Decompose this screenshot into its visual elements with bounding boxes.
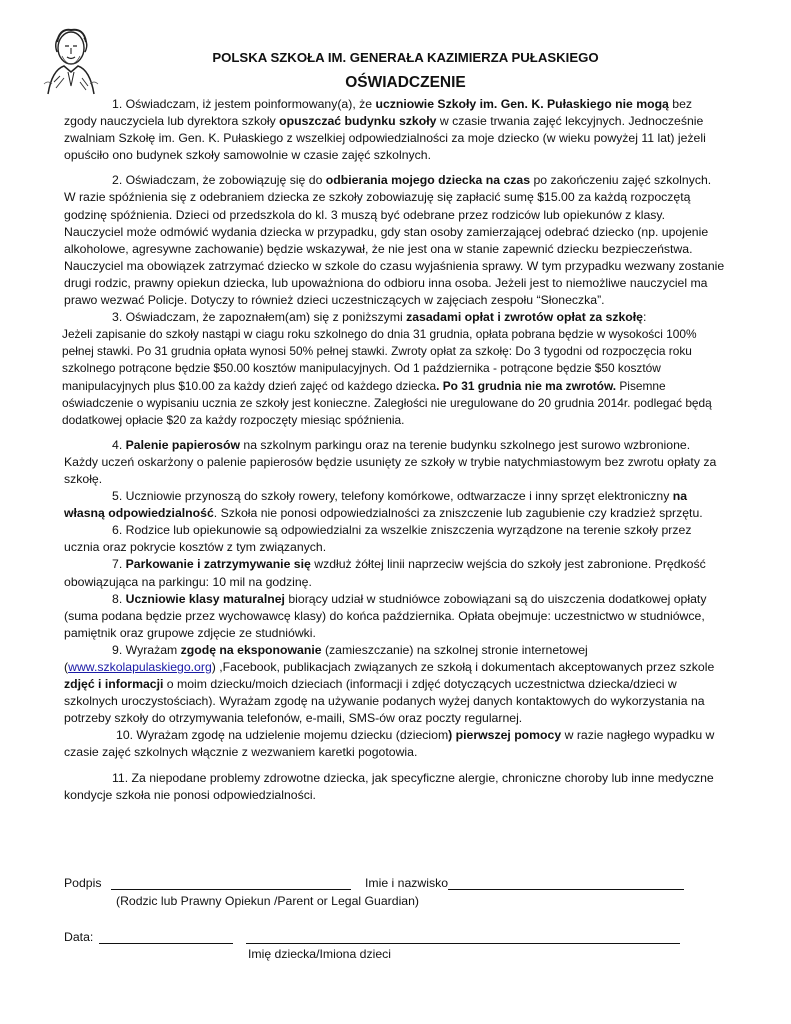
document-title: OŚWIADCZENIE <box>345 74 466 91</box>
clause-7 <box>64 556 726 590</box>
clause-10-emphasis: ) pierwszej pomocy <box>448 728 562 743</box>
clause-5-text: . Szkoła nie ponosi odpowiedzialności za zniszczenie lub zagubienie czy kradzież sprzętu. <box>213 506 703 521</box>
clause-7-text: 7. <box>112 557 126 572</box>
school-name: POLSKA SZKOŁA IM. GENERAŁA KAZIMIERZA PUŁASKIEGO <box>212 50 599 65</box>
signature-line[interactable] <box>111 876 351 890</box>
clause-6-text: 6. Rodzice lub opiekunowie są odpowiedzialni za wszelkie zniszczenia wyrządzone na terenie szkoły przez ucznia oraz pokrycie kosztów z tym związanych. <box>64 523 692 555</box>
clause-10 <box>64 727 726 761</box>
date-row <box>64 930 233 944</box>
clause-3 <box>64 309 726 429</box>
clause-11-text: 11. Za niepodane problemy zdrowotne dziecka, jak specyficzne alergie, chroniczne choroby lub inne medyczne kondycje szkoła nie ponosi odpowiedzialności. <box>64 770 714 802</box>
clause-8 <box>64 591 726 642</box>
clause-10-text: 10. Wyrażam zgodę na udzielenie mojemu dziecku (dzieciom <box>116 728 449 743</box>
clause-9-text: o moim dziecku/moich dzieciach (informacji i zdjęć dotyczących uczestnictwa dziecka/dzieci w szkolnych uroczystościach). Wyrażam zgodę na używanie podanych wyżej danych kontaktowych do wykorzystania na potrzeby szkoły do otrzymywania telefonów, e-maili, SMS-ów oraz poczty regularnej. <box>64 677 705 726</box>
clause-7-emphasis: Parkowanie i zatrzymywanie się <box>125 557 311 572</box>
clause-8-text: biorący udział w studniówce zobowiązani są do uiszczenia dodatkowej opłaty (suma podana będzie przez wychowawcę klasy) do końca października. Opłata obejmuje: uczestnictwo w studniówce, pamiętnik oraz grupowe zdjęcie ze studniówki. <box>64 591 707 640</box>
name-label: Imie i nazwisko <box>365 876 449 890</box>
signature-row <box>64 876 351 890</box>
date-line[interactable] <box>99 930 233 944</box>
clause-3-text: 3. Oświadczam, że zapoznałem(am) się z poniższymi <box>112 310 407 325</box>
clause-9-emphasis: zgodę na eksponowanie <box>180 642 322 657</box>
guardian-caption: (Rodzic lub Prawny Opiekun /Parent or Legal Guardian) <box>116 894 420 908</box>
clause-9-text: (zamieszczanie) na szkolnej stronie internetowej ( <box>64 642 588 674</box>
clause-9-text: ) ,Facebook, publikacjach związanych ze szkołą i dokumentach akceptowanych przez szkole <box>211 660 715 674</box>
clause-6 <box>64 522 726 556</box>
clause-2-text: 2. Oświadczam, że zobowiązuję się do <box>112 173 326 188</box>
child-name-line[interactable] <box>246 930 680 944</box>
declaration-body <box>64 96 726 804</box>
clause-10-text: w razie nagłego wypadku w czasie zajęć szkolnych włącznie z wezwaniem karetki pogotowia. <box>64 728 715 760</box>
clause-3-text: Jeżeli zapisanie do szkoły nastąpi w ciagu roku szkolnego do dnia 31 grudnia, opłata pobrana będzie w wysokości 100% pełnej stawki. Po 31 grudnia opłata wynosi 50% pełnej stawki. Zwroty opłat za szkołę: Do 3 tygodni od rozpoczęcia roku szkolnego potrącone będzie $50.00 kosztów manipulacyjnych. Od 1 października - potrącone będzie $50 kosztów manipulacyjnych plus $10.00 za każdy dzień zajęć od każdego dziecka <box>62 327 697 393</box>
name-row <box>365 876 684 890</box>
clause-1 <box>64 96 726 164</box>
clause-2 <box>64 172 726 309</box>
clause-9-text: 9. Wyrażam <box>112 642 181 657</box>
name-line[interactable] <box>448 876 684 890</box>
clause-5-emphasis: na własną odpowiedzialność <box>64 489 688 521</box>
clause-5-text: 5. Uczniowie przynoszą do szkoły rowery, telefony komórkowe, odtwarzacze i inny sprzęt elektroniczny <box>112 489 673 504</box>
school-website-link[interactable]: www.szkolapulaskiego.org <box>68 660 212 674</box>
signature-label: Podpis <box>64 876 102 890</box>
child-name-row <box>246 930 680 944</box>
clause-1-text: w czasie trwania zajęć lekcyjnych. Jednocześnie zwalniam Szkołę im. Gen. K. Pułaskiego z wszelkiej odpowiedzialności za moje dziecko (w wieku powyżej 11 lat) jeżeli opuściło ono budynek szkoły samowolnie w czasie zajęć szkolnych. <box>64 114 706 163</box>
clause-2-emphasis: odbierania mojego dziecka na czas <box>325 173 531 188</box>
clause-8-text: 8. <box>112 591 126 606</box>
clause-7-text: wzdłuż żółtej linii naprzeciw wejścia do szkoły jest zabronione. Prędkość obowiązująca na parkingu: 10 mil na godzinę. <box>64 557 706 589</box>
clause-1-emphasis: uczniowie Szkoły im. Gen. K. Pułaskiego nie mogą <box>375 97 669 111</box>
child-caption: Imię dziecka/Imiona dzieci <box>248 947 391 961</box>
clause-9 <box>64 642 726 727</box>
clause-3-emphasis: zasadami opłat i zwrotów opłat za szkołę <box>406 310 643 325</box>
clause-9-emphasis: zdjęć i informacji <box>64 677 164 692</box>
date-label: Data: <box>64 930 94 944</box>
clause-1-emphasis: opuszczać budynku szkoły <box>279 114 437 129</box>
clause-4-text: 4. <box>112 437 126 452</box>
clause-3-emphasis: . Po 31 grudnia nie ma zwrotów. <box>436 378 617 393</box>
clause-2-text: po zakończeniu zajęć szkolnych. W razie spóźnienia się z odebraniem dziecka ze szkoły zobowiazuję się zapłacić sumę $15.00 za każdą rozpoczętą godzinę spóźnienia. Dzieci od przedszkola do kl. 3 muszą być odebrane przez rodziców lub opiekunów z klasy. Nauczyciel może odmówić wydania dziecka w przypadku, gdy stan osoby zamierzającej odebrać dziecko (np. upojenie alkoholowe, agresywne zachowanie) będzie wskazywał, że nie jest ona w stanie zapewnić dziecku bezpieczeństwa. Nauczyciel ma obowiązek zatrzymać dziecko w szkole do czasu wyjaśnienia sprawy. W tym przypadku wezwany zostanie drugi rodzic, prawny opiekun dziecka, lub upoważniona do odbioru inna osoba. Jeżeli jest to niemożliwe nauczyciel ma prawo wezwać Policje. Dotyczy to również dzieci uczestniczących w zajęciach zespołu “Słoneczka”. <box>64 173 725 308</box>
clause-11 <box>64 770 726 804</box>
clause-3-text: : <box>643 310 647 325</box>
clause-4-emphasis: Palenie papierosów <box>125 437 240 452</box>
clause-4-text: na szkolnym parkingu oraz na terenie budynku szkolnego jest surowo wzbronione. Każdy uczeń oskarżony o palenie papierosów będzie usunięty ze szkoły w trybie natychmiastowym bez zwrotu opłaty za szkołę. <box>64 437 717 486</box>
clause-8-emphasis: Uczniowie klasy maturalnej <box>125 591 285 606</box>
clause-1-text: bez zgody nauczyciela lub dyrektora szkoły <box>64 97 693 129</box>
clause-1-text: 1. Oświadczam, iż jestem poinformowany(a), że <box>112 97 376 111</box>
clause-5 <box>64 488 726 522</box>
clause-3-text: Pisemne oświadczenie o wypisaniu ucznia ze szkoły jest konieczne. Zaległości nie uregulowane do 20 grudnia 2014r. podlegać będą dodatkowej opłacie $20 za każdy rozpoczęty miesiąc spóźnienia. <box>62 378 712 427</box>
clause-4 <box>64 437 726 488</box>
